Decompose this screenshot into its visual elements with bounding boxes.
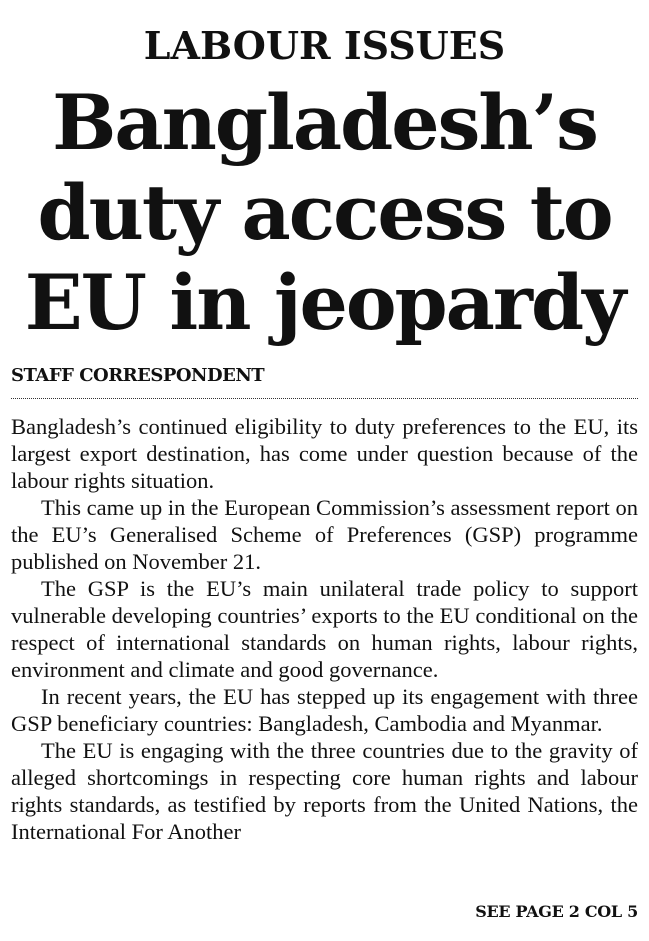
headline-line-2: duty access to [37, 168, 612, 257]
headline-line-3: EU in jeopardy [24, 258, 625, 347]
byline: STAFF CORRESPONDENT [11, 365, 265, 386]
article-body [11, 413, 638, 845]
paragraph-3: The GSP is the EU’s main unilateral trade policy to support vulnerable developing countries’ exports to the EU conditional on the respect of international standards on human rights, labour rights, environment and climate and good governance. [11, 576, 638, 682]
dotted-divider [11, 398, 638, 399]
headline [0, 78, 649, 348]
paragraph-2: This came up in the European Commission’s assessment report on the EU’s Generalised Scheme of Preferences (GSP) programme published on November 21. [11, 495, 638, 574]
paragraph-1: Bangladesh’s continued eligibility to duty preferences to the EU, its largest export destination, has come under question because of the labour rights situation. [11, 414, 638, 493]
paragraph-5: The EU is engaging with the three countries due to the gravity of alleged shortcomings in respecting core human rights and labour rights standards, as testified by reports from the United Nations, the International For Another [11, 738, 638, 844]
headline-line-1: Bangladesh’s [52, 78, 597, 167]
section-kicker: LABOUR ISSUES [143, 23, 506, 68]
paragraph-4: In recent years, the EU has stepped up its engagement with three GSP beneficiary countries: Bangladesh, Cambodia and Myanmar. [11, 684, 638, 736]
continuation-jump: SEE PAGE 2 COL 5 [475, 902, 638, 921]
